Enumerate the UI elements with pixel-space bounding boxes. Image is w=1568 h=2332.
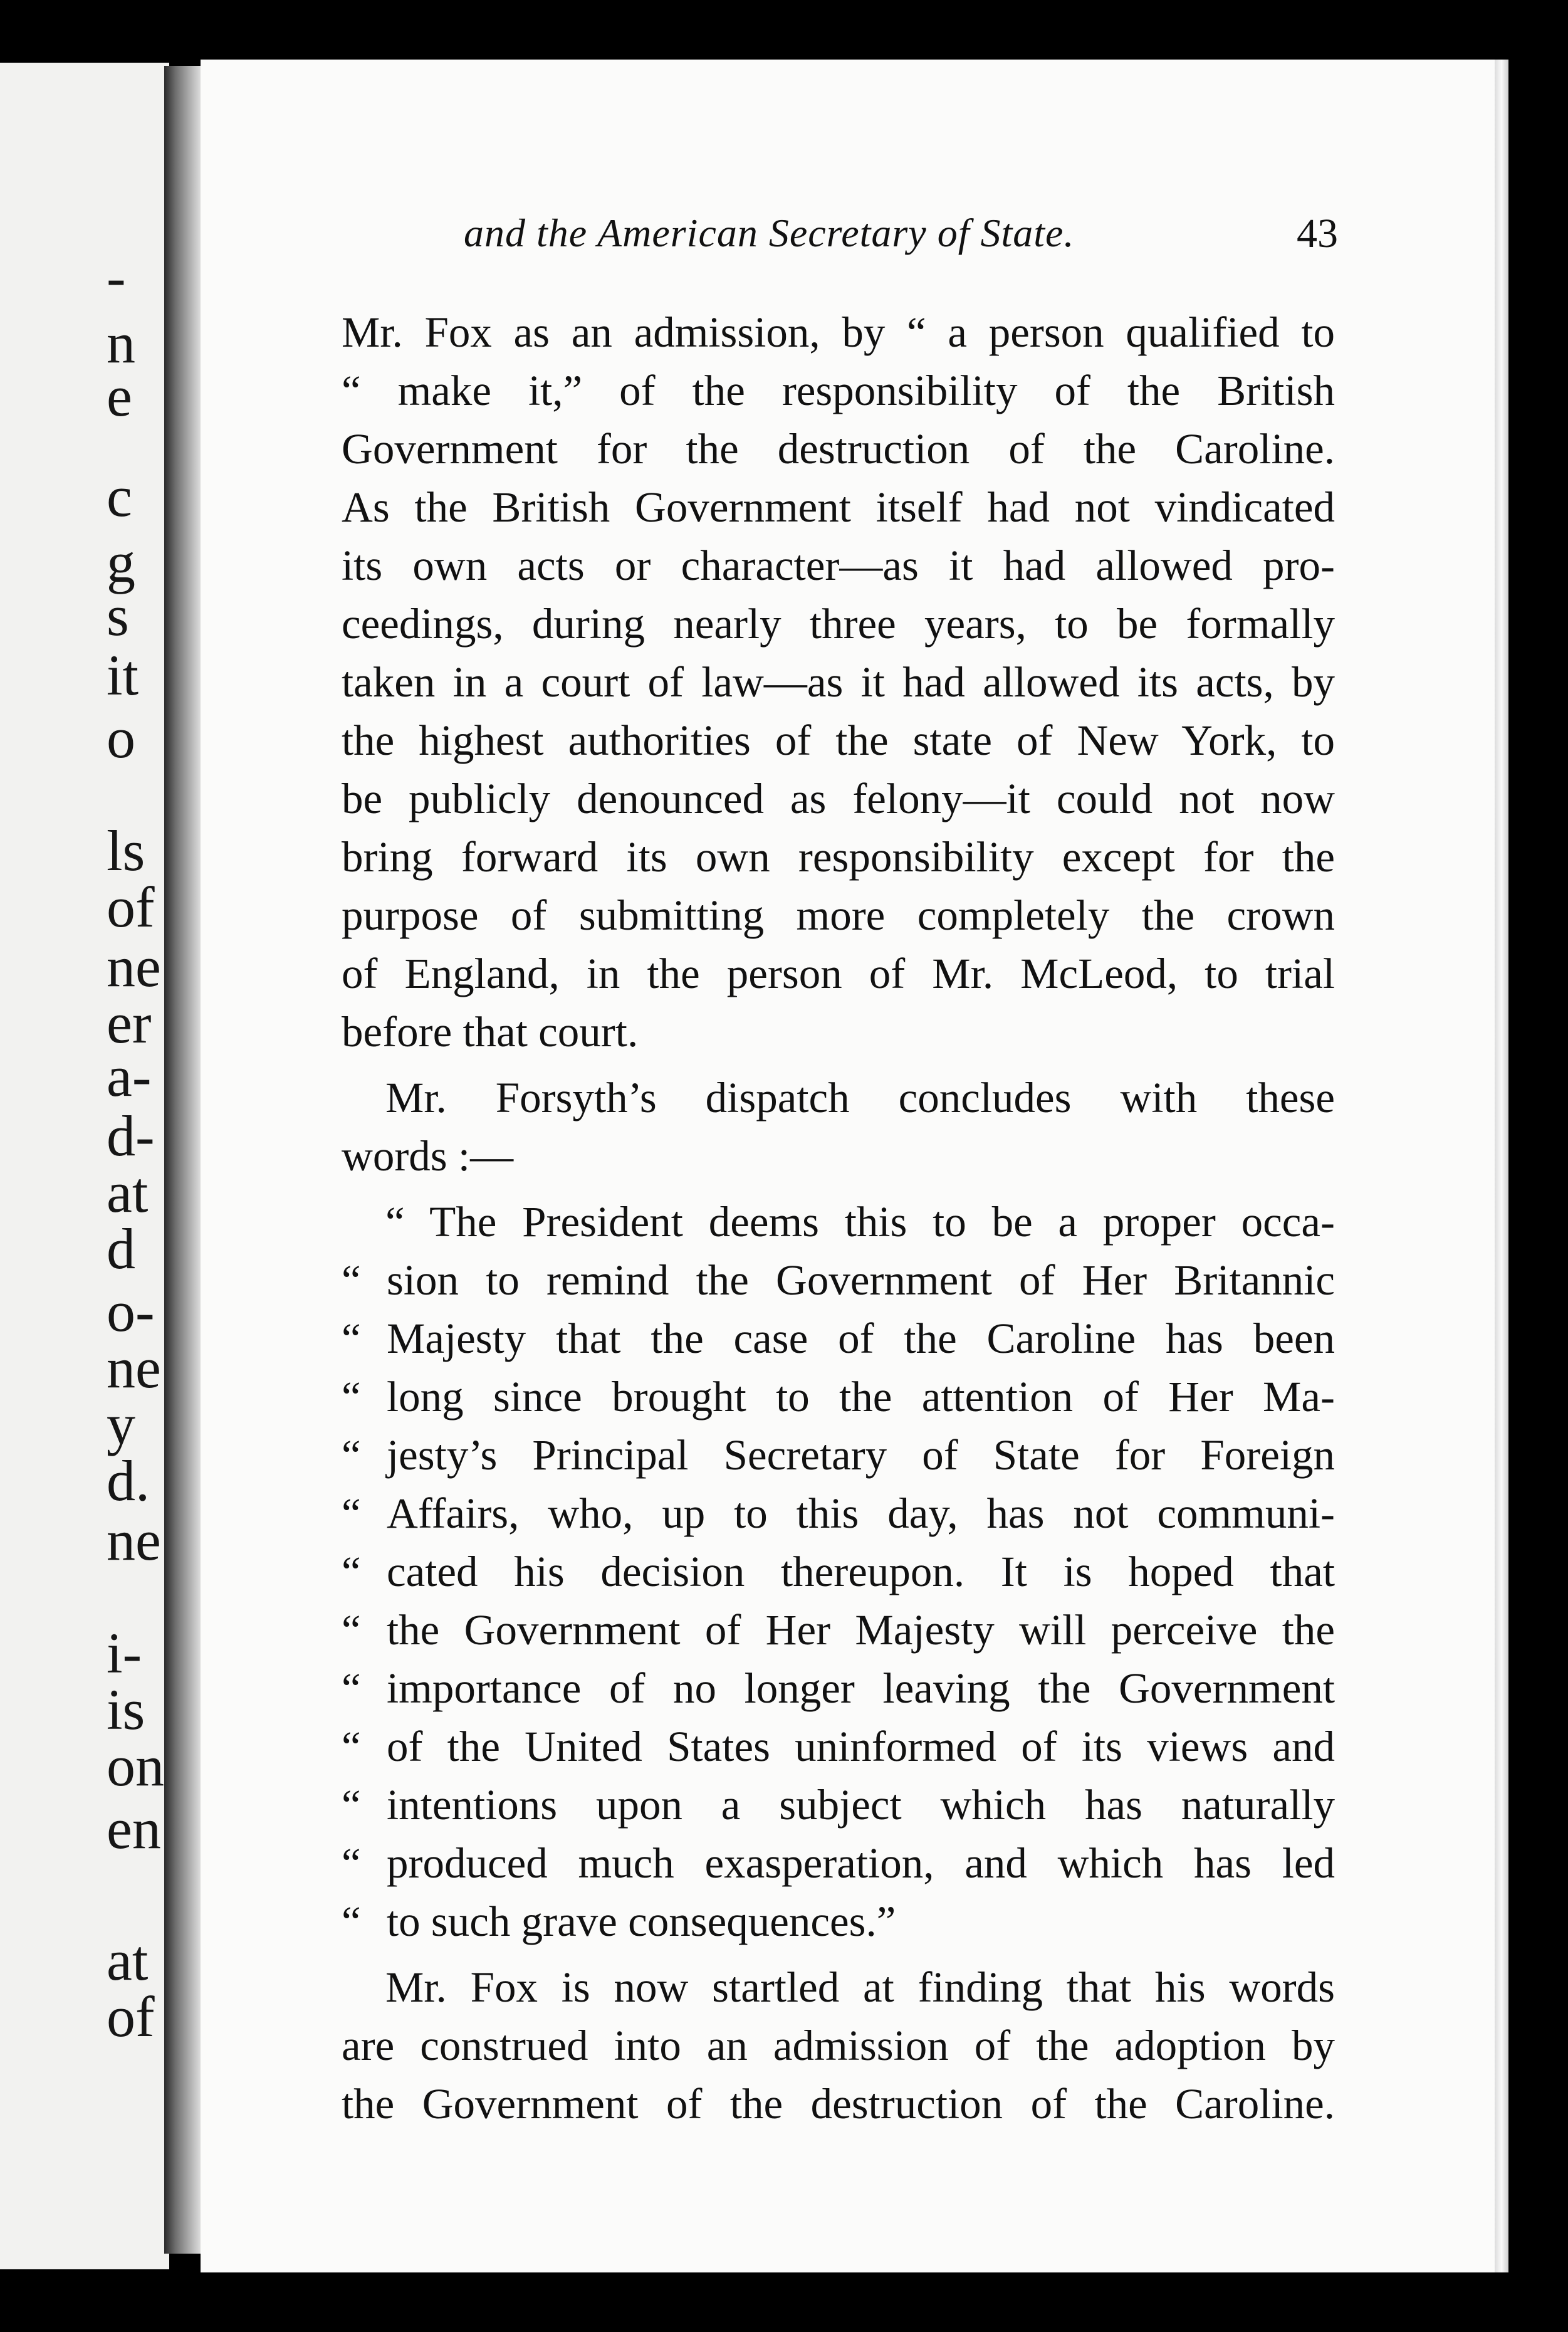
text-line: the highest authorities of the state of New York, to xyxy=(342,717,1335,764)
left-page-edge xyxy=(0,63,169,2269)
quote-line xyxy=(342,1601,1335,1659)
left-page-fragment: er xyxy=(107,991,152,1055)
quote-mark: “ xyxy=(342,1723,361,1770)
block-quote xyxy=(342,1193,1335,1951)
left-page-fragment: a- xyxy=(107,1044,152,1108)
quote-line-text: Majesty that the case of the Caroline has been xyxy=(387,1315,1335,1362)
text-line: the Government of the destruction of the Caroline. xyxy=(342,2080,1335,2128)
running-head: and the American Secretary of State. xyxy=(464,211,1075,255)
quote-line: “ The President deems this to be a proper occa- xyxy=(385,1198,1335,1246)
quote-line-text: long since brought to the attention of Her Ma- xyxy=(387,1373,1335,1421)
text-line: bring forward its own responsibility except for the xyxy=(342,833,1335,881)
left-page-fragment: o xyxy=(107,706,135,770)
quote-mark: “ xyxy=(342,1548,361,1595)
quote-mark: “ xyxy=(342,1315,361,1362)
text-line: Government for the destruction of the Caroline. xyxy=(342,425,1335,473)
quote-line xyxy=(342,1659,1335,1718)
text-line: words :— xyxy=(342,1132,514,1180)
text-line: Mr. Fox is now startled at finding that his words xyxy=(385,1963,1335,2011)
quote-mark: “ xyxy=(342,1431,361,1479)
quote-line-text: the Government of Her Majesty will perceive the xyxy=(387,1606,1335,1654)
left-page-fragment: it xyxy=(107,643,139,707)
left-page-fragment: of xyxy=(107,1985,155,2049)
paragraph-3 xyxy=(342,1958,1335,2133)
quote-line xyxy=(342,1251,1335,1310)
quote-line-text: importance of no longer leaving the Government xyxy=(387,1664,1335,1712)
left-page-fragment: at xyxy=(107,1928,149,1992)
text-line: its own acts or character—as it had allowed pro- xyxy=(342,542,1335,589)
quote-line xyxy=(342,1893,1335,1951)
text-line: are construed into an admission of the adoption by xyxy=(342,2022,1335,2069)
left-page-fragment: ne xyxy=(107,1508,161,1572)
left-page-fragment: d- xyxy=(107,1104,155,1168)
left-page-fragment: - xyxy=(107,245,126,309)
quote-mark: “ xyxy=(342,1898,361,1945)
left-page-fragment: ne xyxy=(107,1336,161,1400)
quote-line xyxy=(342,1718,1335,1776)
quote-line xyxy=(342,1368,1335,1426)
quote-line-text: Affairs, who, up to this day, has not communi- xyxy=(387,1489,1335,1537)
quote-line-text: sion to remind the Government of Her Britannic xyxy=(387,1256,1335,1304)
quote-mark: “ xyxy=(342,1256,361,1304)
left-page-fragment: ls xyxy=(107,819,145,883)
quote-mark: “ xyxy=(342,1373,361,1421)
quote-mark: “ xyxy=(342,1664,361,1712)
book-gutter xyxy=(164,66,202,2254)
text-line: ceedings, during nearly three years, to be formally xyxy=(342,600,1335,648)
quote-mark: “ xyxy=(342,1781,361,1829)
quote-line-text: to such grave consequences.” xyxy=(387,1898,896,1945)
text-line: before that court. xyxy=(342,1008,639,1056)
quote-line xyxy=(342,1484,1335,1543)
body-text xyxy=(342,303,1335,2133)
quote-line xyxy=(342,1426,1335,1484)
page-number: 43 xyxy=(1297,211,1338,256)
left-page-fragment: d xyxy=(107,1217,135,1281)
left-page-fragment: is xyxy=(107,1678,145,1741)
text-line: “ make it,” of the responsibility of the British xyxy=(342,367,1335,414)
quote-mark: “ xyxy=(342,1839,361,1887)
quote-mark: “ xyxy=(342,1606,361,1654)
quote-line xyxy=(342,1310,1335,1368)
quote-line xyxy=(342,1543,1335,1601)
quote-line-text: produced much exasperation, and which has led xyxy=(387,1839,1335,1887)
left-page-fragment: at xyxy=(107,1160,149,1224)
paragraph-2 xyxy=(342,1069,1335,1185)
text-line: Mr. Fox as an admission, by “ a person qualified to xyxy=(342,308,1335,356)
text-line: be publicly denounced as felony—it could not now xyxy=(342,775,1335,822)
left-page-fragment: on xyxy=(107,1734,164,1798)
quote-mark: “ xyxy=(342,1489,361,1537)
left-page-fragment: of xyxy=(107,875,155,939)
left-page-text-fragments xyxy=(107,63,169,2269)
quote-line-text: jesty’s Principal Secretary of State for Foreign xyxy=(387,1431,1335,1479)
left-page-fragment: y xyxy=(107,1392,135,1456)
text-line: of England, in the person of Mr. McLeod, to trial xyxy=(342,950,1335,997)
text-line: Mr. Forsyth’s dispatch concludes with these xyxy=(385,1074,1335,1121)
quote-line xyxy=(342,1834,1335,1893)
left-page-fragment: c xyxy=(107,465,132,528)
left-page-fragment: n xyxy=(107,311,135,375)
quote-line-text: of the United States uninformed of its views and xyxy=(387,1723,1335,1770)
left-page-fragment: g xyxy=(107,530,135,594)
quote-line xyxy=(342,1776,1335,1834)
paragraph-1 xyxy=(342,303,1335,1061)
left-page-fragment: e xyxy=(107,364,132,428)
left-page-fragment: o- xyxy=(107,1279,155,1343)
text-line: As the British Government itself had not vindicated xyxy=(342,483,1335,531)
quote-line-text: cated his decision thereupon. It is hoped that xyxy=(387,1548,1335,1595)
left-page-fragment: en xyxy=(107,1797,161,1861)
text-line: purpose of submitting more completely the crown xyxy=(342,891,1335,939)
left-page-fragment: i- xyxy=(107,1621,142,1685)
page-edge xyxy=(1495,60,1508,2272)
text-line: taken in a court of law—as it had allowed its acts, by xyxy=(342,658,1335,706)
quote-line-text: intentions upon a subject which has naturally xyxy=(387,1781,1335,1829)
left-page-fragment: d. xyxy=(107,1449,150,1513)
left-page-fragment: ne xyxy=(107,935,161,999)
left-page-fragment: s xyxy=(107,584,129,648)
